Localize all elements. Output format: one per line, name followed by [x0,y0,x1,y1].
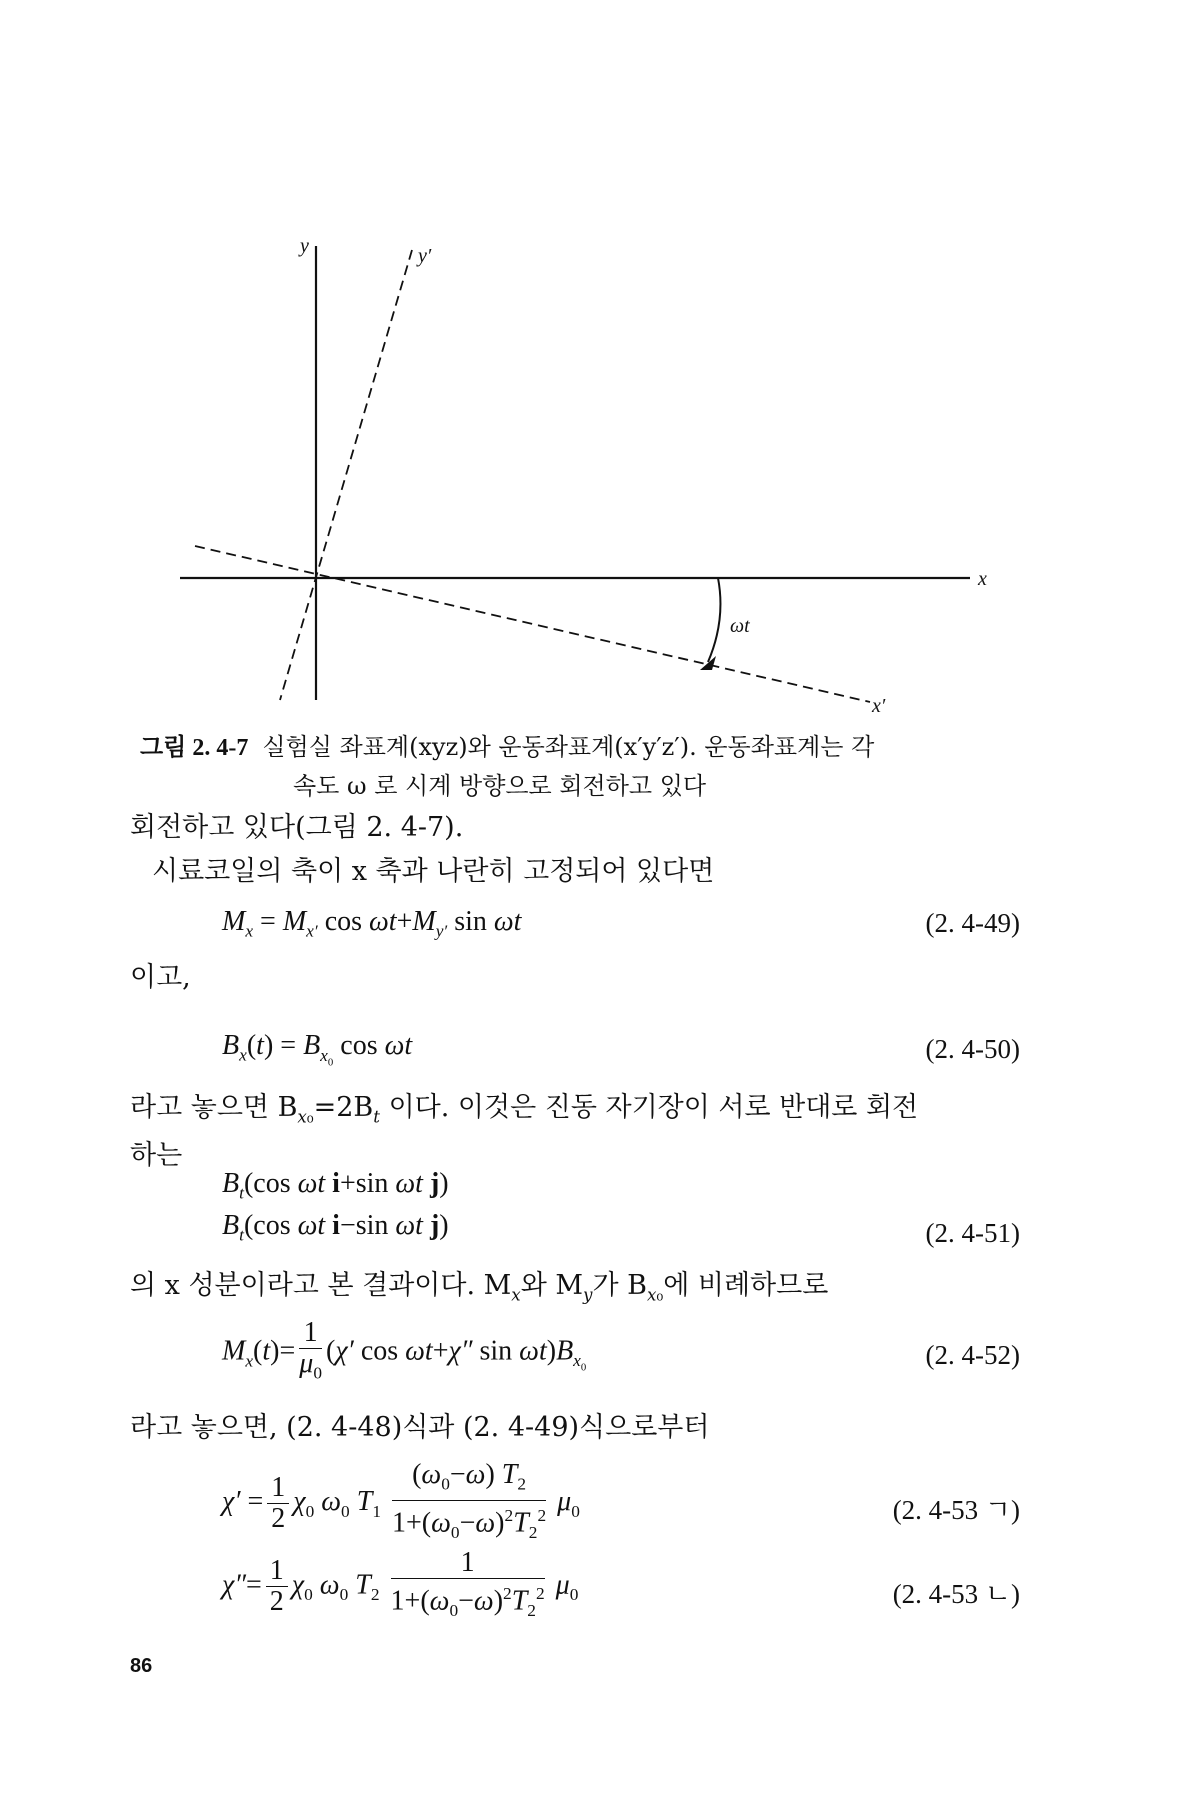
p4-part-a: 라고 놓으면 B [130,1092,298,1123]
y-prime-axis [280,250,412,700]
angle-arc [708,578,720,662]
label-y: y [300,235,309,257]
paragraph-4: 라고 놓으면 $B_{x_0}=2B_t$ 이다. 이것은 진동 자기장이 서로 반대로 회전 하는 [130,1092,919,1172]
caption-line1: 실험실 좌표계(xyz)와 운동좌표계(x′y′z′). 운동좌표계는 각 [262,733,875,761]
paragraph-6: 라고 놓으면, (2. 4-48)식과 (2. 4-49)식으로부터 [130,1412,710,1443]
equation-2-4-49: $M_x = M_{x'}$ $\cos \omega t+M_{y'}$ sin ωt [222,906,522,941]
label-angle: ωt [730,615,750,637]
paragraph-1: 회전하고 있다(그림 2. 4-7). [130,812,464,843]
p4-part-d: 하는 [130,1140,183,1172]
paragraph-3: 이고, [130,962,191,993]
equation-2-4-51-line2: $B_t(\cos$ ωt i−sin ωt j) [222,1210,449,1245]
caption-number: 그림 2. 4-7 [140,735,249,761]
p4-part-c: 이다. 이것은 진동 자기장이 서로 반대로 회전 [388,1092,919,1123]
p5-part-c: 가 B [592,1270,648,1301]
figure-caption [140,728,1040,805]
equation-number-53b: (2. 4-53 ㄴ) [892,1579,1020,1609]
equation-2-4-51-line1: $B_t(\cos$ ωt i+sin ωt j) [222,1168,449,1203]
label-x: x [978,568,987,590]
equation-number-52: (2. 4-52) [925,1340,1020,1370]
label-y-prime: y′ [418,245,432,267]
equation-2-4-52: $M_x(t)=$ $\frac{1}{\mu_0}$ (χ′ cos ωt+χ″ $\sin \omega t)B_{x_0}$ [222,1317,587,1383]
paragraph-5: 의 x 성분이라고 본 결과이다. $M_x$와 $M_y$가 $B_{x_0}$에 비례하므로 [130,1270,829,1305]
equation-number-49: (2. 4-49) [925,908,1020,938]
label-x-prime: x′ [872,695,886,717]
equation-number-51: (2. 4-51) [925,1218,1020,1248]
p4-part-b: =2B [313,1092,374,1123]
equation-2-4-50: $B_x(t) = B_{x_0}$ cos ωt [222,1030,413,1069]
rotating-frame-figure [0,0,1200,720]
p5-part-b: 와 M [520,1270,584,1301]
equation-2-4-53a: χ′ = $\frac{1}{2}$ $\chi_0$ $\omega_0$ $T_1$ $\frac{(\omega_0-\omega) T_2}{1+(\omega_0-\omega)^2T_2^2}$ $\mu_0$ [222,1459,580,1542]
p5-part-a: 의 x 성분이라고 본 결과이다. M [130,1270,512,1301]
equation-number-53a: (2. 4-53 ㄱ) [892,1495,1020,1525]
x-prime-axis [195,546,870,702]
equation-2-4-53b: χ″= $\frac{1}{2}$ $\chi_0$ $\omega_0$ $T_2$ $\frac{1}{1+(\omega_0-\omega)^2T_2^2}$ $\mu_0$ [222,1547,579,1620]
paragraph-2: 시료코일의 축이 x 축과 나란히 고정되어 있다면 [152,856,715,887]
p5-part-d: 에 비례하므로 [663,1270,829,1301]
caption-line2: 속도 ω 로 시계 방향으로 회전하고 있다 [293,772,707,800]
page-number: 86 [130,1655,153,1677]
equation-number-50: (2. 4-50) [925,1034,1020,1064]
